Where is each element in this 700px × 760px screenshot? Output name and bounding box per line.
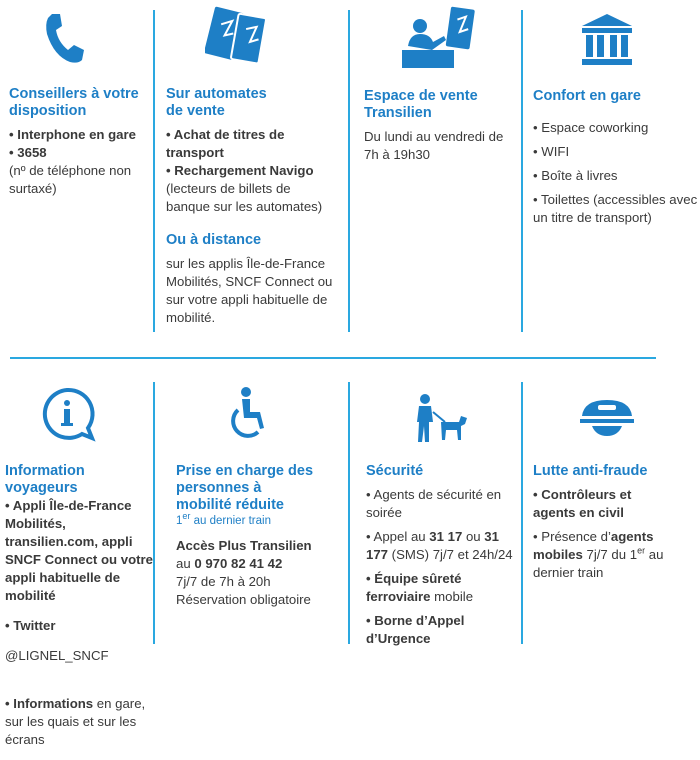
phone-number: 31 17	[429, 529, 463, 544]
section-title: Espace de vente Transilien	[364, 88, 478, 121]
phone-prefix: au	[176, 556, 195, 571]
list-item: • Toilettes (accessibles avec un titre de transport)	[533, 192, 698, 225]
building-icon	[580, 12, 634, 66]
list-item-text: • Appel au	[366, 529, 430, 544]
sms-number: 31 177	[366, 529, 499, 562]
list-item: • Twitter	[5, 618, 56, 633]
anti-fraud-section	[533, 463, 693, 582]
list-item-text: mobile	[430, 589, 474, 604]
section-title: Lutte anti-fraude	[533, 463, 648, 479]
advisors-section	[9, 86, 149, 198]
service-name: Accès Plus Transilien	[176, 538, 312, 553]
list-item-bold: • Informations	[5, 696, 94, 711]
sales-desk-icon	[400, 6, 478, 70]
service-days: 7j/7 de 7h à 20h	[176, 574, 271, 589]
tickets-icon	[205, 6, 267, 64]
wheelchair-icon	[226, 386, 272, 442]
divider	[348, 10, 350, 332]
list-item: • 3658	[9, 145, 47, 160]
twitter-handle: @LIGNEL_SNCF	[5, 648, 109, 663]
sales-office-section	[364, 88, 512, 164]
divider	[153, 382, 155, 644]
list-item	[533, 528, 693, 582]
list-item-text: (SMS) 7j/7 et 24h/24	[388, 547, 513, 562]
divider	[10, 357, 656, 359]
divider	[153, 10, 155, 332]
vending-machines-section	[166, 86, 344, 327]
list-item	[5, 695, 153, 749]
phone-number: 0 970 82 41 42	[194, 556, 283, 571]
section-title: Conseillers à votre disposition	[9, 86, 139, 119]
divider	[521, 10, 523, 332]
service-hours-number: 1	[176, 515, 183, 527]
service-hours	[176, 511, 344, 529]
station-comfort-section	[533, 88, 698, 227]
list-item-text: • Présence d’	[533, 529, 611, 544]
divider	[521, 382, 523, 644]
section-title: Ou à distance	[166, 232, 262, 248]
list-item: • Borne d’Appel d’Urgence	[366, 613, 465, 646]
opening-hours: Du lundi au vendredi de 7h à 19h30	[364, 129, 504, 162]
controller-cap-icon	[576, 398, 638, 438]
list-item-bold: • Équipe sûreté ferroviaire	[366, 571, 462, 604]
section-title: Information voyageurs	[5, 463, 85, 496]
service-hours-text: au dernier train	[190, 515, 271, 527]
section-title: Prise en charge des personnes à mobilité réduite	[176, 463, 314, 513]
list-item: • Boîte à livres	[533, 168, 618, 183]
remote-text: sur les applis Île-de-France Mobilités, SNCF Connect ou sur votre appli habituelle de mobilité.	[166, 256, 333, 325]
phone-note: (nº de téléphone non surtaxé)	[9, 163, 132, 196]
security-section	[366, 463, 516, 648]
traveler-info-section	[5, 463, 153, 749]
booking-note: Réservation obligatoire	[176, 592, 311, 607]
list-item: • Appli Île-de-France Mobilités, transilien.com, appli SNCF Connect ou votre appli habituelle de mobilité	[5, 498, 153, 603]
service-phone	[176, 555, 344, 573]
list-item	[366, 528, 516, 564]
divider	[348, 382, 350, 644]
list-item: • WIFI	[533, 144, 570, 159]
list-item: • Contrôleurs et agents en civil	[533, 487, 632, 520]
section-title: Confort en gare	[533, 88, 641, 104]
phone-icon	[42, 10, 86, 66]
info-icon	[38, 386, 96, 442]
list-item	[366, 570, 516, 606]
list-item: • Espace coworking	[533, 120, 649, 135]
section-title: Sur automates de vente	[166, 86, 267, 119]
list-item-text: en gare, sur les quais et sur les écrans	[5, 696, 146, 747]
list-item: • Agents de sécurité en soirée	[366, 487, 502, 520]
list-item-bold: • Rechargement Navigo	[166, 163, 314, 178]
reduced-mobility-section	[176, 463, 344, 609]
list-item-text: au dernier train	[533, 547, 664, 580]
list-item-bold: agents mobiles	[533, 529, 654, 562]
list-item-text: 7j/7 du 1	[582, 547, 638, 562]
list-item-text: (lecteurs de billets de banque sur les automates)	[166, 181, 323, 214]
list-item	[166, 162, 328, 216]
ordinal-sup: er	[637, 545, 646, 556]
list-item: • Achat de titres de transport	[166, 127, 285, 160]
section-title: Sécurité	[366, 463, 424, 479]
guide-dog-icon	[413, 394, 469, 444]
list-item-text: ou	[462, 529, 485, 544]
service-hours-sup: er	[182, 511, 191, 522]
list-item: • Interphone en gare	[9, 127, 136, 142]
